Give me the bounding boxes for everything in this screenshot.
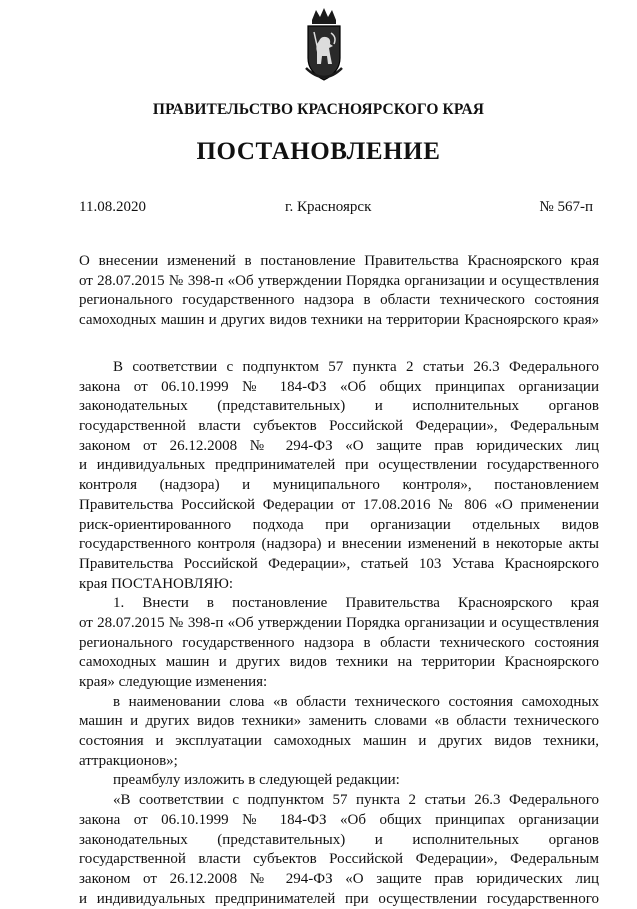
document-subject [79,252,599,331]
krasnoyarsk-coat-of-arms-icon [300,6,348,86]
document-date: 11.08.2020 [79,199,146,215]
body-text-line: закона от 06.10.1999 № 184-ФЗ «Об общих принципах организации [79,811,599,828]
document-type-title: ПОСТАНОВЛЕНИЕ [196,138,441,165]
body-text-line: государственного контроля (надзора) и внесении изменений в некоторые акты [79,536,599,553]
body-text-line: и индивидуальных предпринимателей при осуществлении государственного [79,890,599,907]
body-text-line: «В соответствии с подпунктом 57 пункта 2 статьи 26.3 Федерального [113,792,599,809]
subject-line: регионального государственного надзора в области технического состояния [79,292,599,309]
body-text-line: состояния и эксплуатации самоходных машин и других видов техники, [79,733,599,750]
body-text-line: края ПОСТАНОВЛЯЮ: [79,575,234,592]
body-text-line: от 28.07.2015 № 398-п «Об утверждении Порядка организации и осуществления [79,614,599,631]
organization-title: ПРАВИТЕЛЬСТВО КРАСНОЯРСКОГО КРАЯ [152,101,485,118]
subject-line: О внесении изменений в постановление Правительства Красноярского края [79,253,599,269]
body-text-line: В соответствии с подпунктом 57 пункта 2 статьи 26.3 Федерального [113,359,599,375]
body-text-line: законом от 26.12.2008 № 294-ФЗ «О защите прав юридических лиц [79,437,599,454]
subject-line: самоходных машин и других видов техники на территории Красноярского края» [79,312,599,329]
document-city: г. Красноярск [285,199,372,215]
body-text-line: закона от 06.10.1999 № 184-ФЗ «Об общих принципах организации [79,378,599,395]
body-text-line: законом от 26.12.2008 № 294-ФЗ «О защите прав юридических лиц [79,870,599,887]
body-text-line: самоходных машин и других видов техники на территории Красноярского [79,654,599,671]
document-number: № 567-п [539,199,593,215]
body-text-line: в наименовании слова «в области технического состояния самоходных [113,693,599,710]
subject-line: от 28.07.2015 № 398-п «Об утверждении Порядка организации и осуществления [79,272,599,289]
body-text-line: риск-ориентированного подхода при организации отдельных видов [79,516,599,533]
body-text-line: Правительства Российской Федерации от 17.08.2016 № 806 «О применении [79,496,599,513]
body-text-line: края» следующие изменения: [79,674,268,690]
body-text-line: Правительства Российской Федерации», статьей 103 Устава Красноярского [79,555,599,572]
body-text-line: преамбулу изложить в следующей редакции: [113,772,400,789]
body-text-line: государственной власти субъектов Российской Федерации», Федеральным [79,851,599,868]
body-text-line: законодательных (представительных) и исполнительных органов [79,398,599,415]
body-text-line: машин и других видов техники» заменить словами «в области технического [79,713,599,730]
body-text-line: регионального государственного надзора в области технического состояния [79,634,599,651]
body-text-line: контроля (надзора) и муниципального контроля», постановлением [79,477,599,494]
body-text-line: аттракционов»; [79,752,178,769]
body-text-line: законодательных (представительных) и исполнительных органов [79,831,599,848]
body-text-line: и индивидуальных предпринимателей при осуществлении государственного [79,457,599,474]
body-text-line: 1. Внести в постановление Правительства Красноярского края [113,595,599,612]
document-body [79,358,599,909]
body-text-line: государственной власти субъектов Российской Федерации», Федеральным [79,418,599,435]
